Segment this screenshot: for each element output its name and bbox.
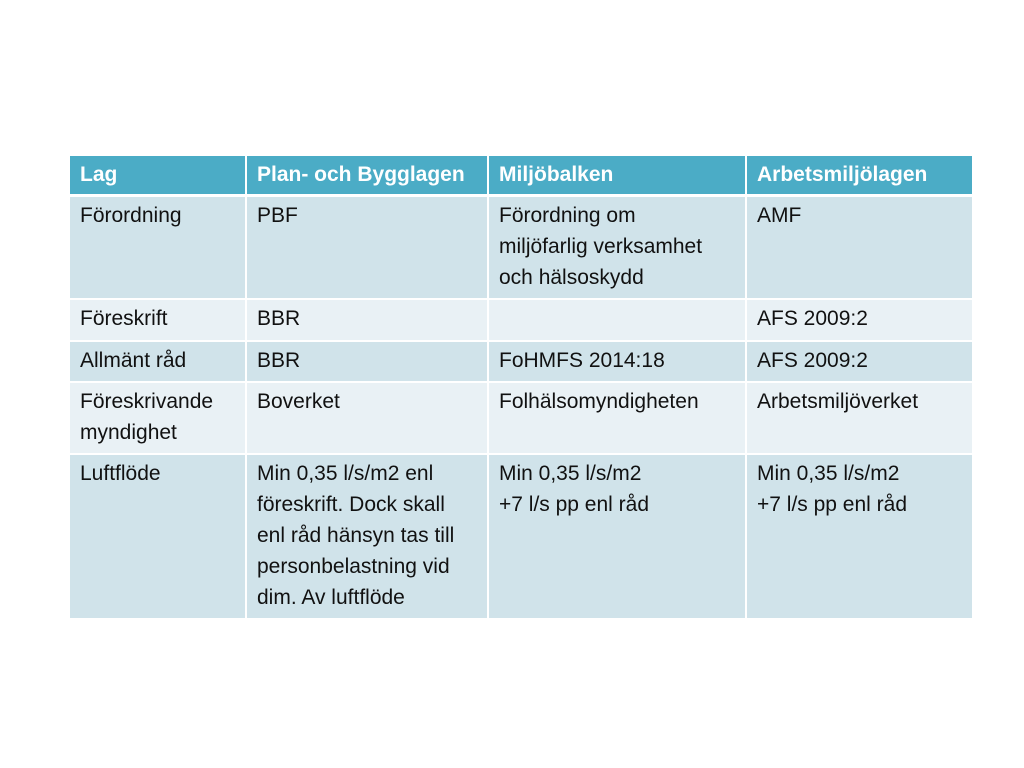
header-plan-och-bygglagen: Plan- och Bygglagen bbox=[246, 156, 488, 196]
cell-plan-bygglagen: BBR bbox=[246, 341, 488, 382]
header-arbetsmiljolagen: Arbetsmiljölagen bbox=[746, 156, 973, 196]
cell-miljobalken bbox=[488, 299, 746, 341]
table-header-row bbox=[69, 156, 973, 196]
cell-plan-bygglagen: Boverket bbox=[246, 382, 488, 454]
cell-plan-bygglagen: PBF bbox=[246, 196, 488, 300]
row-label: Föreskrivande myndighet bbox=[69, 382, 246, 454]
cell-arbetsmiljolagen: Arbetsmiljöverket bbox=[746, 382, 973, 454]
cell-plan-bygglagen: Min 0,35 l/s/m2 enl föreskrift. Dock skall enl råd hänsyn tas till personbelastning vid dim. Av luftflöde bbox=[246, 454, 488, 619]
row-label: Allmänt råd bbox=[69, 341, 246, 382]
cell-miljobalken: Förordning om miljöfarlig verksamhet och hälsoskydd bbox=[488, 196, 746, 300]
cell-arbetsmiljolagen: AFS 2009:2 bbox=[746, 299, 973, 341]
header-miljobalken: Miljöbalken bbox=[488, 156, 746, 196]
table-row-luftflode bbox=[69, 454, 973, 619]
table-row-foreskrivande-myndighet bbox=[69, 382, 973, 454]
cell-arbetsmiljolagen: Min 0,35 l/s/m2 +7 l/s pp enl råd bbox=[746, 454, 973, 619]
row-label: Förordning bbox=[69, 196, 246, 300]
regulation-table bbox=[68, 156, 974, 620]
cell-miljobalken: Folhälsomyndigheten bbox=[488, 382, 746, 454]
cell-miljobalken: Min 0,35 l/s/m2 +7 l/s pp enl råd bbox=[488, 454, 746, 619]
cell-miljobalken: FoHMFS 2014:18 bbox=[488, 341, 746, 382]
cell-arbetsmiljolagen: AMF bbox=[746, 196, 973, 300]
table-row-foreskrift bbox=[69, 299, 973, 341]
row-label: Luftflöde bbox=[69, 454, 246, 619]
row-label: Föreskrift bbox=[69, 299, 246, 341]
header-lag: Lag bbox=[69, 156, 246, 196]
cell-arbetsmiljolagen: AFS 2009:2 bbox=[746, 341, 973, 382]
table-row-forordning bbox=[69, 196, 973, 300]
table-row-allmant-rad bbox=[69, 341, 973, 382]
cell-plan-bygglagen: BBR bbox=[246, 299, 488, 341]
